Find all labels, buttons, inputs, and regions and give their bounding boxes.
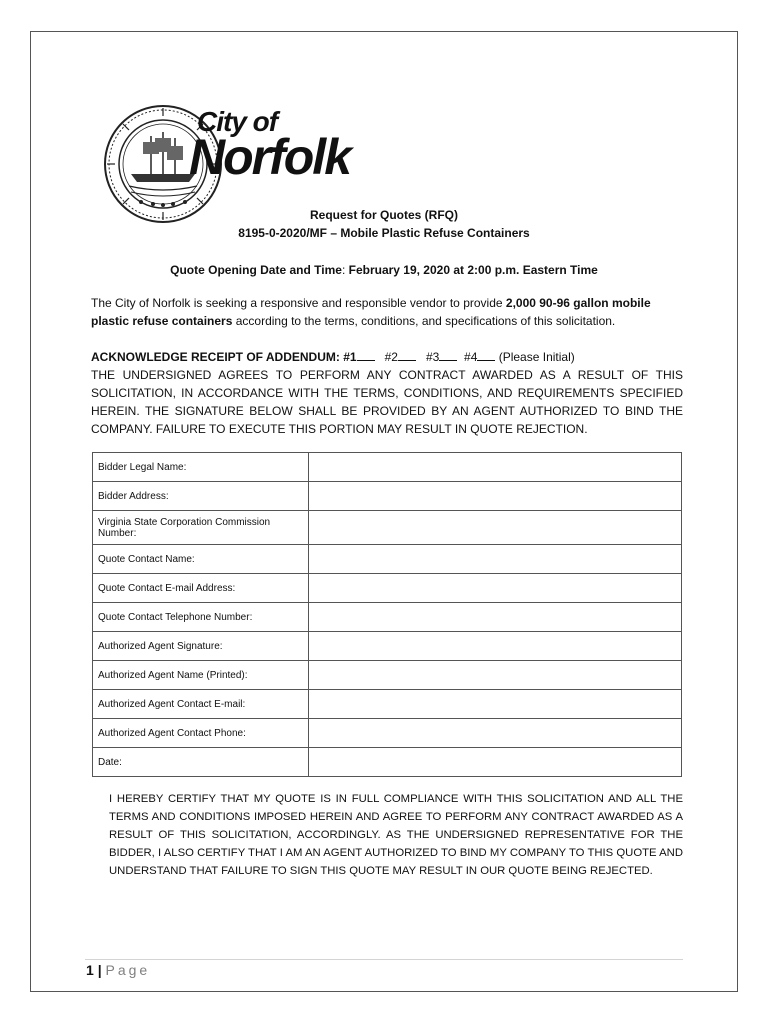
bidder-info-table — [92, 452, 682, 777]
row-label: Bidder Legal Name: — [93, 453, 309, 482]
page-word: Page — [105, 962, 151, 978]
row-label: Date: — [93, 748, 309, 777]
row-input[interactable] — [309, 545, 682, 574]
addendum-note: (Please Initial) — [498, 350, 575, 364]
addendum-3: #3 — [425, 350, 440, 364]
row-input[interactable] — [309, 632, 682, 661]
row-input[interactable] — [309, 690, 682, 719]
row-label: Bidder Address: — [93, 482, 309, 511]
row-label: Authorized Agent Name (Printed): — [93, 661, 309, 690]
table-row — [93, 690, 682, 719]
intro-text-start: The City of Norfolk is seeking a responsive and responsible vendor to provide — [91, 296, 506, 310]
table-row — [93, 719, 682, 748]
addendum-2-blank[interactable] — [398, 348, 416, 361]
row-input[interactable] — [309, 748, 682, 777]
quote-opening-value: February 19, 2020 at 2:00 p.m. Eastern Time — [348, 263, 598, 277]
table-row — [93, 511, 682, 545]
row-label: Quote Contact Name: — [93, 545, 309, 574]
addendum-2: #2 — [384, 350, 398, 364]
addendum-1: #1 — [343, 350, 357, 364]
page-footer — [86, 962, 150, 978]
footer-divider — [85, 959, 683, 960]
row-input[interactable] — [309, 574, 682, 603]
table-row — [93, 632, 682, 661]
table-row — [93, 661, 682, 690]
table-row — [93, 574, 682, 603]
intro-paragraph — [91, 294, 683, 330]
certification-statement: I HEREBY CERTIFY THAT MY QUOTE IS IN FULL COMPLIANCE WITH THIS SOLICITATION AND ALL THE TERMS AND CONDITIONS IMPOSED HEREIN AND AGREE TO PERFORM ANY CONTRACT AWARDED AS A RESULT OF THIS SOLICITATION, ACCORDINGLY. AS THE UNDERSIGNED REPRESENTATIVE FOR THE BIDDER, I ALSO CERTIFY THAT I AM AN AGENT AUTHORIZED TO BIND MY COMPANY TO THIS QUOTE AND UNDERSTAND THAT FAILURE TO SIGN THIS QUOTE MAY RESULT IN OUR QUOTE BEING REJECTED. — [109, 793, 683, 877]
row-label: Authorized Agent Contact Phone: — [93, 719, 309, 748]
table-row — [93, 482, 682, 511]
table-row — [93, 603, 682, 632]
row-input[interactable] — [309, 453, 682, 482]
row-label: Authorized Agent Signature: — [93, 632, 309, 661]
addendum-3-blank[interactable] — [439, 348, 457, 361]
addendum-4-blank[interactable] — [477, 348, 495, 361]
row-label: Authorized Agent Contact E-mail: — [93, 690, 309, 719]
row-label: Quote Contact E-mail Address: — [93, 574, 309, 603]
addendum-label: ACKNOWLEDGE RECEIPT OF ADDENDUM: — [91, 350, 340, 364]
row-label: Virginia State Corporation Commission Number: — [93, 511, 309, 545]
acknowledge-body: THE UNDERSIGNED AGREES TO PERFORM ANY CONTRACT AWARDED AS A RESULT OF THIS SOLICITATION, IN ACCORDANCE WITH THE TERMS, CONDITIONS, AND REQUIREMENTS SPECIFIED HEREIN. THE SIGNATURE BELOW SHALL BE PROVIDED BY AN AGENT AUTHORIZED TO BIND THE COMPANY. FAILURE TO EXECUTE THIS PORTION MAY RESULT IN QUOTE REJECTION. — [91, 368, 683, 436]
rfq-number: 8195-0-2020/MF – Mobile Plastic Refuse Containers — [238, 226, 530, 240]
table-row — [93, 453, 682, 482]
intro-text-bold: 2,000 90-96 gallon mobile plastic refuse containers — [91, 296, 651, 328]
intro-text-end: according to the terms, conditions, and specifications of this solicitation. — [232, 314, 616, 328]
row-input[interactable] — [309, 511, 682, 545]
quote-opening-label: Quote Opening Date and Time — [170, 263, 342, 277]
row-input[interactable] — [309, 482, 682, 511]
acknowledge-section — [91, 348, 683, 438]
table-row — [93, 748, 682, 777]
page-number: 1 — [86, 962, 94, 978]
document-page — [30, 31, 738, 992]
logo-norfolk: Norfolk — [189, 129, 350, 185]
row-input[interactable] — [309, 603, 682, 632]
addendum-4: #4 — [464, 350, 478, 364]
addendum-line — [91, 348, 683, 366]
row-label: Quote Contact Telephone Number: — [93, 603, 309, 632]
rfq-title: Request for Quotes (RFQ) — [309, 208, 458, 222]
quote-opening: Quote Opening Date and Time: February 19, 2020 at 2:00 p.m. Eastern Time — [170, 263, 598, 277]
logo-city-of: City of — [197, 106, 278, 137]
row-input[interactable] — [309, 719, 682, 748]
footer-separator: | — [97, 962, 102, 978]
row-input[interactable] — [309, 661, 682, 690]
addendum-1-blank[interactable] — [357, 348, 375, 361]
table-row — [93, 545, 682, 574]
